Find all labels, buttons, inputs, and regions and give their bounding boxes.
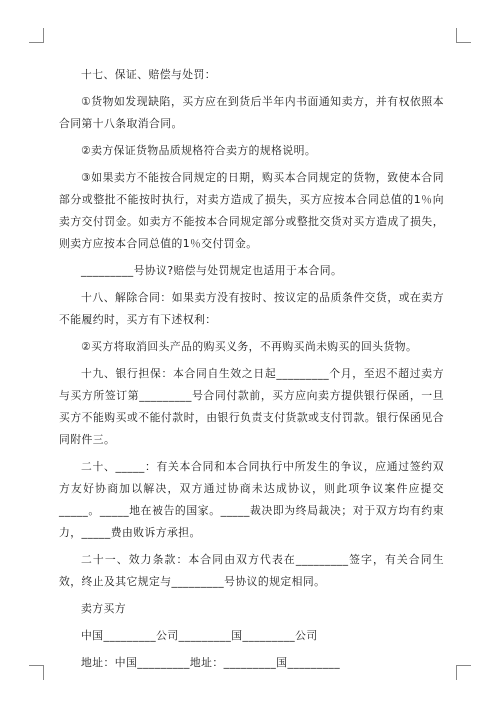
section-effectiveness: 二十一、效力条款：本合同由双方代表在_________签字，有关合同生效，终止及其它规定与_________号协议的规定相同。 <box>59 553 444 588</box>
parties-heading: 卖方买方 <box>81 602 126 615</box>
clause-agreement-reference: _________号协议?赔偿与处罚规定也适用于本合同。 <box>81 264 343 277</box>
parties-company-line: 中国_________公司_________国_________公司 <box>81 629 318 642</box>
section-termination: 十八、解除合同：如果卖方没有按时、按议定的品质条件交货，或在卖方不能履约时，买方有下述权利： <box>59 291 444 326</box>
section-arbitration: 二十、_____：有关本合同和本合同执行中所发生的争议，应通过签约双方友好协商加以解决，双方通过协商未达成协议，则此项争议案件应提交_____。_____地在被告的国家。_____裁决即为终局裁决；对于双方均有约束力，_____费由败诉方承担。 <box>59 460 444 539</box>
clause-penalty: ③如果卖方不能按合同规定的日期，购买本合同规定的货物，致使本合同部分或整批不能按时执行，对卖方造成了损失，买方应按本合同总值的1％向卖方交付罚金。如卖方不能按本合同规定部分或整批交货对买方造成了损失，则卖方应按本合同总值的1％交付罚金。 <box>59 171 444 250</box>
document-body <box>59 64 444 679</box>
crop-mark-top-left <box>29 28 44 43</box>
section-bank-guarantee: 十九、银行担保：本合同自生效之日起_________个月，至迟不超过卖方与买方所签订第_________号合同付款前，买方应向卖方提供银行保函，一旦买方不能购买或不能付款时，由银行负责支付货款或支付罚款。银行保函见合同附件三。 <box>59 367 444 446</box>
crop-mark-bottom-left <box>29 665 44 680</box>
clause-quality-guarantee: ②卖方保证货物品质规格符合卖方的规格说明。 <box>81 144 317 157</box>
clause-cancel-return-goods: ②买方将取消回头产品的购买义务，不再购买尚未购买的回头货物。 <box>81 340 418 353</box>
parties-address-line: 地址：中国_________地址：_________国_________ <box>81 656 341 669</box>
crop-mark-bottom-right <box>456 665 471 680</box>
section-heading-17: 十七、保证、赔偿与处罚： <box>81 68 216 81</box>
clause-defects: ①货物如发现缺陷，买方应在到货后半年内书面通知卖方，并有权依照本合同第十八条取消合同。 <box>59 95 444 130</box>
crop-mark-top-right <box>456 28 471 43</box>
